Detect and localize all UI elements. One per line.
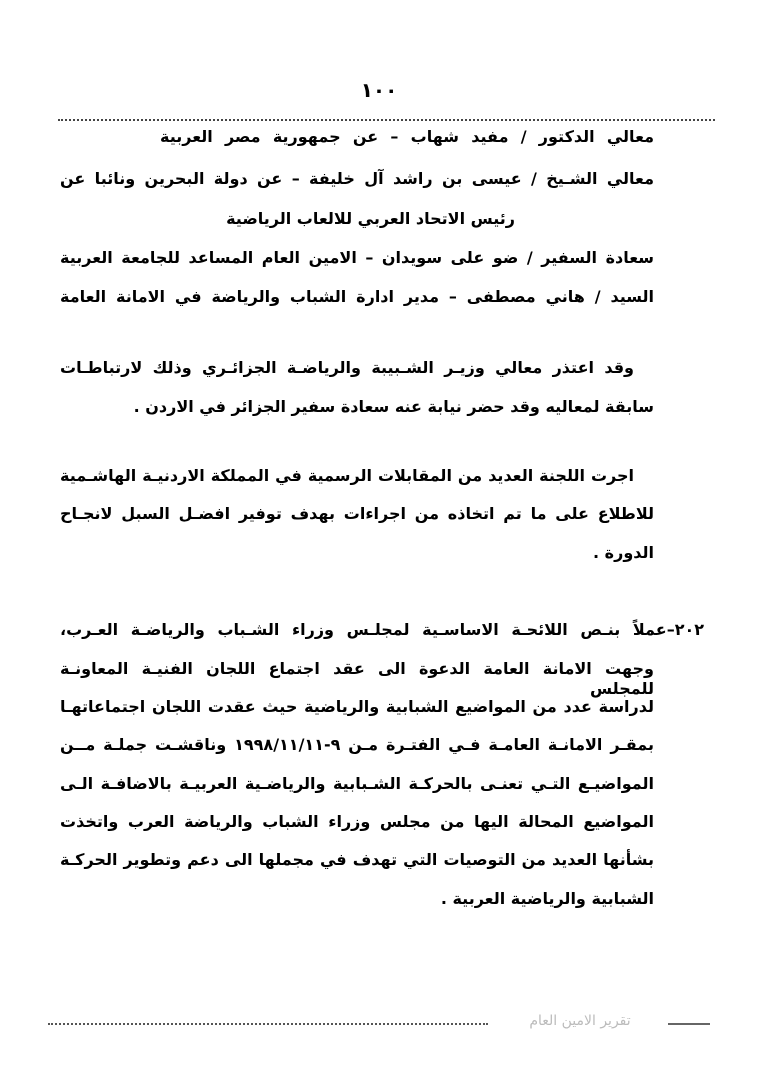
paragraph-line: اجرت اللجنة العديد من المقابلات الرسمية في المملكة الاردنيـة الهاشـمية xyxy=(60,466,634,485)
page-number: ١٠٠ xyxy=(360,78,398,102)
paragraph-line: الشبابية والرياضية العربية . xyxy=(440,889,654,908)
attendee-line: معالي الدكتور / مفيد شهاب – عن جمهورية مصر العربية xyxy=(160,127,654,146)
attendee-line: سعادة السفير / ضو على سويدان – الامين العام المساعد للجامعة العربية xyxy=(60,248,654,267)
paragraph-line: بشأنها العديد من التوصيات التي تهدف في مجملها الى دعم وتطوير الحركـة xyxy=(60,850,654,869)
paragraph-line: وجهت الامانة العامة الدعوة الى عقد اجتماع اللجان الفنيـة المعاونـة للمجلس xyxy=(60,659,654,698)
header-divider xyxy=(58,119,715,121)
attendee-line: السيد / هاني مصطفى – مدير ادارة الشباب والرياضة في الامانة العامة xyxy=(60,287,654,306)
footer-divider xyxy=(48,1023,488,1025)
footer-title: تقرير الامين العام xyxy=(529,1013,631,1029)
paragraph-line: المواضيع المحالة اليها من مجلس وزراء الشباب والرياضة العرب واتخذت xyxy=(60,812,654,831)
paragraph-line: الدورة . xyxy=(593,543,654,562)
paragraph-line: ٢٠٢–عملاً بنـص اللائحـة الاساسـية لمجلـس وزراء الشـباب والرياضـة العـرب، xyxy=(60,620,704,639)
attendee-line: معالي الشـيخ / عيسى بن راشد آل خليفة – عن دولة البحرين ونائبا عن xyxy=(60,169,654,188)
paragraph-line: المواضيـع التـي تعنـى بالحركـة الشـبابية والرياضـية العربيـة بالاضافـة الـى xyxy=(60,774,654,793)
paragraph-line: وقد اعتذر معالي وزيـر الشـبيبة والرياضـة الجزائـري وذلك لارتباطـات xyxy=(60,358,634,377)
paragraph-line: لدراسة عدد من المواضيع الشبابية والرياضية حيث عقدت اللجان اجتماعاتهـا xyxy=(60,697,654,716)
paragraph-line: بمقـر الامانـة العامـة فـي الفتـرة مـن ٩-١٩٩٨/١١/١١ وناقشـت جملـة مــن xyxy=(60,735,654,754)
paragraph-line: سابقة لمعاليه وقد حضر نيابة عنه سعادة سفير الجزائر في الاردن . xyxy=(133,397,654,416)
paragraph-line: للاطلاع على ما تم اتخاذه من اجراءات بهدف توفير افضـل السبل لانجـاح xyxy=(60,504,654,523)
footer-dash xyxy=(668,1023,710,1025)
attendee-line: رئيس الاتحاد العربي للالعاب الرياضية xyxy=(226,209,515,228)
